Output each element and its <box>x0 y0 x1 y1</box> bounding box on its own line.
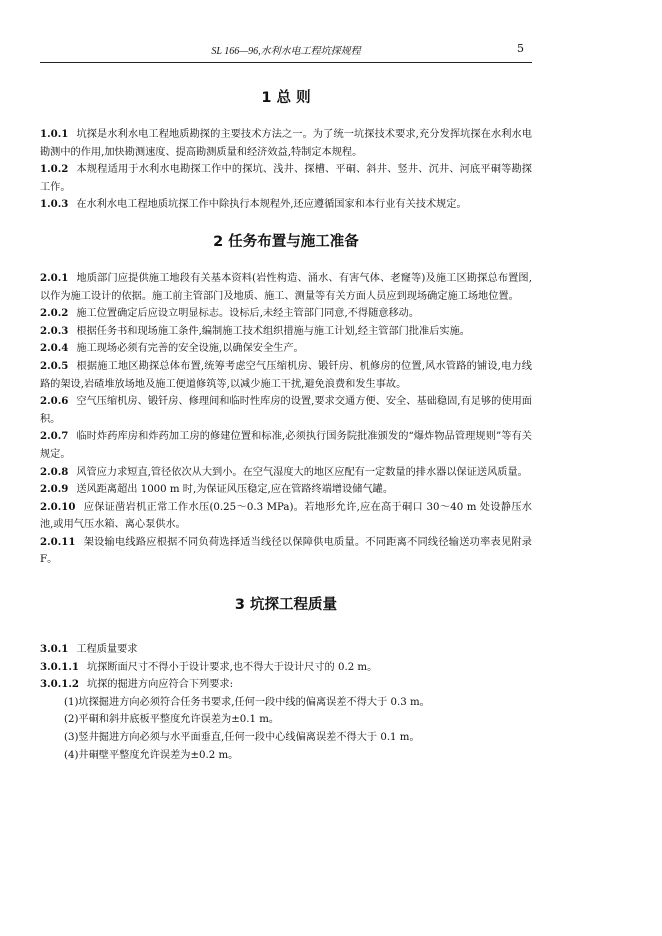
clause-number: 2.0.2 <box>40 307 69 320</box>
clause-number: 1.0.1 <box>40 128 69 140</box>
list-item: (3)竖井掘进方向必须与水平面垂直,任何一段中心线偏离误差不得大于 0.1 m。 <box>64 732 420 744</box>
clause-3-0-1 <box>40 641 532 659</box>
clause-2-0-2 <box>40 305 532 323</box>
clause-text: 本规程适用于水利水电勘探工作中的探坑、浅井、探槽、平硐、斜井、竖井、沉井、河底平硐等勘探工作。 <box>40 164 532 193</box>
clause-2-0-3 <box>40 323 532 341</box>
list-item: (2)平硐和斜井底板平整度允许误差为±0.1 m。 <box>64 714 280 726</box>
header-title: SL 166—96,水利水电工程坑探规程 <box>211 46 361 57</box>
clause-text: 临时炸药库房和炸药加工房的修建位置和标准,必须执行国务院批准颁发的“爆炸物品管理规则”等有关规定。 <box>40 431 532 460</box>
clause-number: 3.0.1.2 <box>40 678 79 691</box>
section-title: 2 任务布置与施工准备 <box>213 233 359 250</box>
clause-text: 根据施工地区勘探总体布置,统筹考虑空气压缩机房、锻钎房、机修房的位置,风水管路的铺设,电力线路的架设,岩碴堆放场地及施工便道修筑等,以减少施工干扰,避免浪费和发生事故。 <box>40 360 532 390</box>
clause-number: 2.0.1 <box>40 271 69 284</box>
clause-2-0-5 <box>40 358 532 393</box>
clause-number: 2.0.7 <box>40 430 69 443</box>
section-1 <box>40 84 532 214</box>
clause-2-0-8 <box>40 464 532 482</box>
clause-number: 2.0.5 <box>40 359 69 372</box>
clause-2-0-4 <box>40 340 532 358</box>
clause-3-0-1-1 <box>40 659 532 677</box>
section-title: 1 总 则 <box>261 90 311 106</box>
clause-number: 2.0.6 <box>40 395 69 408</box>
clause-2-0-1 <box>40 270 532 305</box>
clause-text: 工程质量要求 <box>76 644 138 656</box>
clause-text: 坑探是水利水电工程地质勘探的主要技术方法之一。为了统一坑探技术要求,充分发挥坑探在水利水电勘测中的作用,加快勘测速度、提高勘测质量和经济效益,特制定本规程。 <box>40 129 532 158</box>
list-item: (4)井硐壁平整度允许误差为±0.2 m。 <box>64 749 239 761</box>
page-content <box>40 84 532 764</box>
page-number: 5 <box>517 42 524 55</box>
clause-2-0-10 <box>40 499 532 534</box>
clause-text: 送风距离超出 1000 m 时,为保证风压稳定,应在管路终端增设储气罐。 <box>76 484 394 496</box>
clause-text: 在水利水电工程地质坑探工作中除执行本规程外,还应遵循国家和本行业有关技术规定。 <box>76 199 467 211</box>
clause-number: 3.0.1 <box>40 643 69 656</box>
clause-number: 2.0.11 <box>40 535 76 548</box>
clause-2-0-9 <box>40 481 532 499</box>
clause-2-0-7 <box>40 428 532 463</box>
clause-text: 地质部门应提供施工地段有关基本资料(岩性构造、涌水、有害气体、老窿等)及施工区勘探总布置图,以作为施工设计的依据。施工前主管部门及地质、施工、测量等有关方面人员应到现场确定施工场地位置。 <box>40 272 532 302</box>
clause-number: 2.0.10 <box>40 500 76 513</box>
clause-text: 风管应力求短直,管径依次从大到小。在空气湿度大的地区应配有一定数量的排水器以保证送风质量。 <box>76 466 528 478</box>
clause-text: 坑探的掘进方向应符合下列要求: <box>87 679 234 691</box>
clause-number: 2.0.8 <box>40 465 69 478</box>
clause-number: 2.0.9 <box>40 483 69 496</box>
clause-1-0-1 <box>40 126 532 161</box>
section-2 <box>40 228 532 569</box>
clause-text: 施工现场必须有完善的安全设施,以确保安全生产。 <box>76 343 304 355</box>
clause-1-0-3 <box>40 196 532 214</box>
clause-number: 3.0.1.1 <box>40 660 79 673</box>
clause-number: 1.0.2 <box>40 163 69 176</box>
clause-number: 1.0.3 <box>40 198 69 211</box>
list-item: (1)坑探掘进方向必须符合任务书要求,任何一段中线的偏离误差不得大于 0.3 m。 <box>64 696 430 708</box>
clause-1-0-2 <box>40 161 532 196</box>
clause-text: 架设输电线路应根据不同负荷选择适当线径以保障供电质量。不同距离不同线径输送功率表见附录 F。 <box>40 536 532 566</box>
clause-2-0-11 <box>40 534 532 569</box>
clause-2-0-6 <box>40 393 532 428</box>
clause-text: 坑探断面尺寸不得小于设计要求,也不得大于设计尺寸的 0.2 m。 <box>87 661 378 673</box>
clause-text: 应保证凿岩机正常工作水压(0.25～0.3 MPa)。若地形允许,应在高于硐口 30～40 m 处设静压水池,或用气压水箱、离心泵供水。 <box>40 501 532 531</box>
clause-text: 根据任务书和现场施工条件,编制施工技术组织措施与施工计划,经主管部门批准后实施。 <box>76 325 470 337</box>
clause-number: 2.0.4 <box>40 342 69 355</box>
page-header <box>40 40 532 63</box>
clause-3-0-1-2 <box>40 676 532 694</box>
section-title: 3 坑探工程质量 <box>234 597 338 614</box>
clause-text: 施工位置确定后应设立明显标志。设标后,未经主管部门同意,不得随意移动。 <box>76 308 420 320</box>
clause-text: 空气压缩机房、锻钎房、修理间和临时性库房的设置,要求交通方便、安全、基础稳固,有足够的使用面积。 <box>40 396 532 425</box>
clause-number: 2.0.3 <box>40 324 69 337</box>
section-3 <box>40 591 532 764</box>
